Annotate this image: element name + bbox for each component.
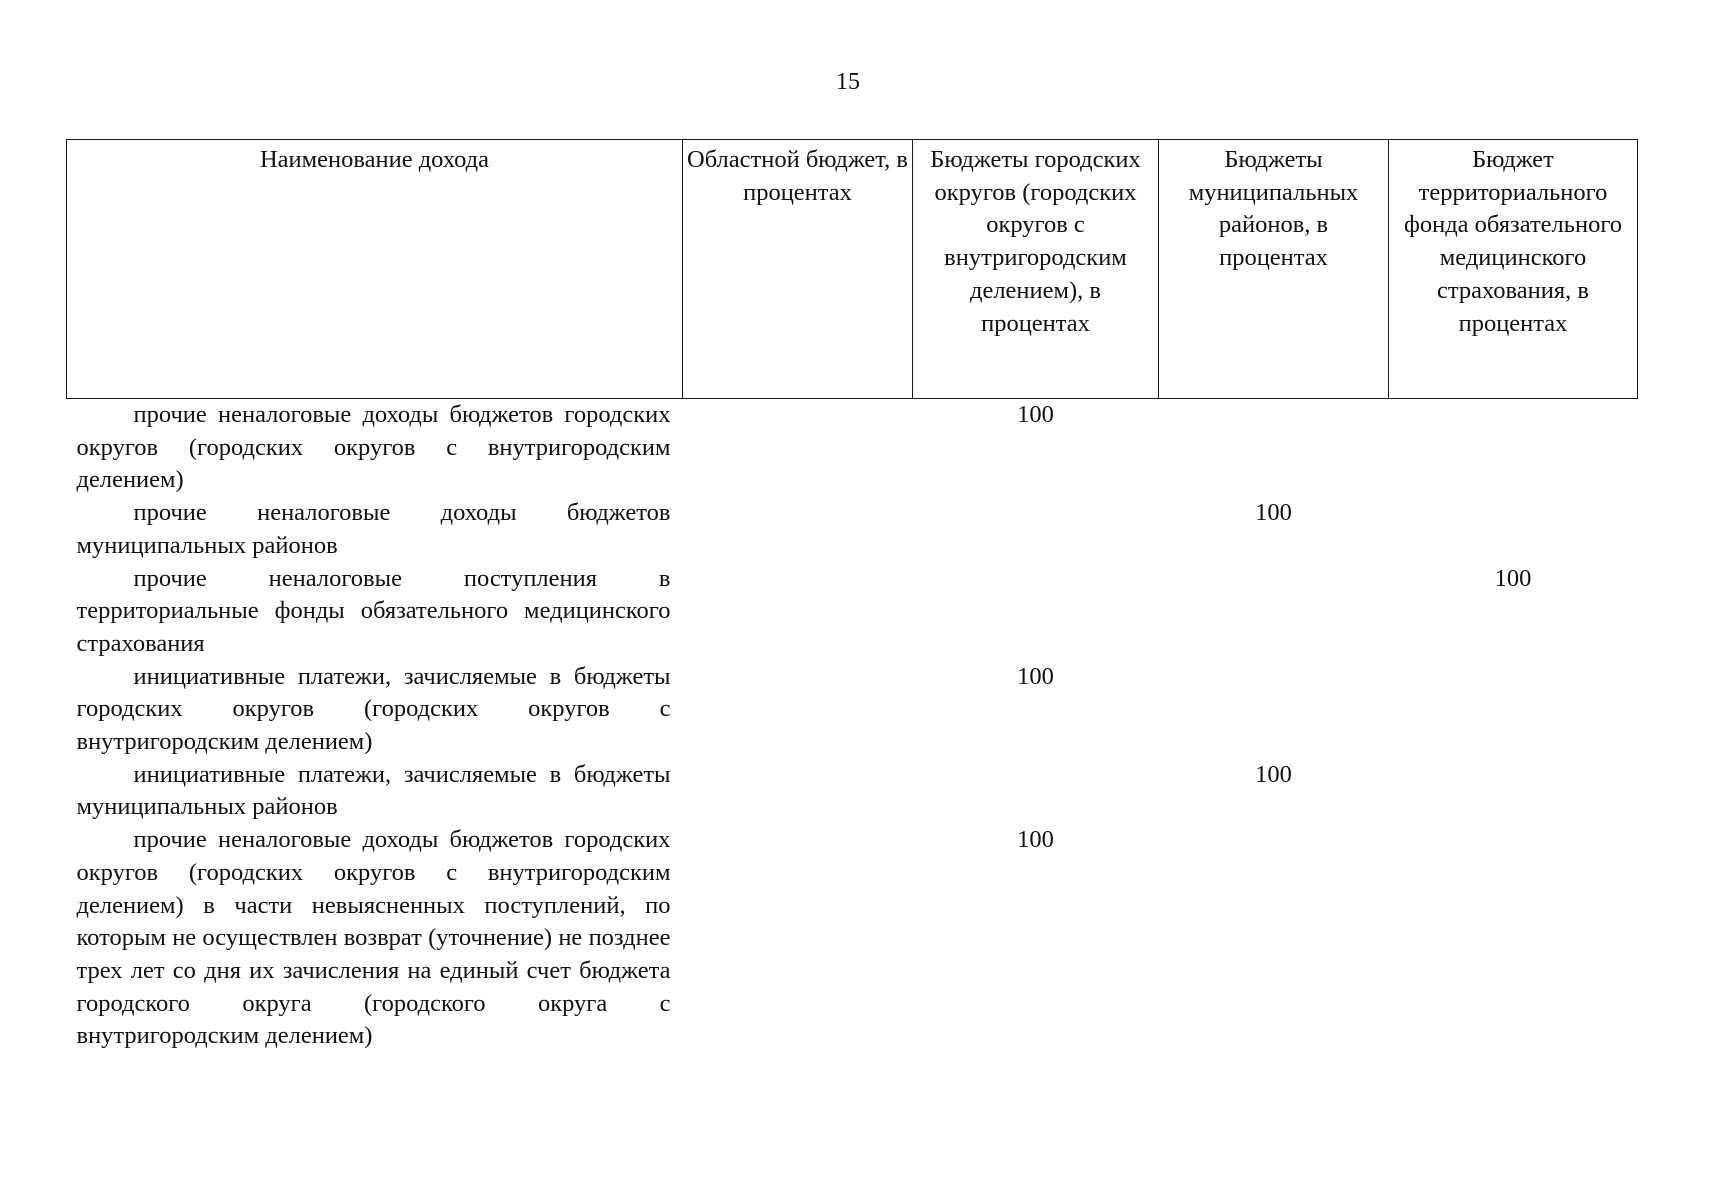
- municipal-district-value-cell: 100: [1255, 499, 1292, 527]
- table-row: [67, 563, 1638, 661]
- municipal-district-value-cell: 100: [1255, 760, 1292, 788]
- municipal-district-value-cell: [1159, 399, 1389, 498]
- tfoms-value-cell: 100: [1494, 564, 1532, 592]
- municipal-district-value-cell: [1159, 661, 1389, 759]
- income-name-cell: инициативные платежи, зачисляемые в бюджеты муниципальных районов: [76, 760, 671, 821]
- regional-value-cell: [683, 824, 913, 1053]
- city-district-value-cell: 100: [1017, 662, 1054, 690]
- tfoms-value-cell: [1389, 661, 1638, 759]
- header-city-district-budgets: Бюджеты городских округов (городских округов с внутригородским делением), в процентах: [913, 140, 1159, 399]
- table-row: [67, 497, 1638, 562]
- municipal-district-value-cell: [1159, 563, 1389, 661]
- city-district-value-cell: 100: [1017, 401, 1054, 428]
- income-name-cell: прочие неналоговые доходы бюджетов муниципальных районов: [76, 499, 671, 559]
- city-district-value-cell: [913, 563, 1159, 661]
- regional-value-cell: [683, 563, 913, 661]
- table-row: [67, 661, 1638, 759]
- tfoms-value-cell: [1389, 759, 1638, 824]
- city-district-value-cell: 100: [1017, 826, 1054, 854]
- tfoms-value-cell: [1389, 399, 1638, 498]
- tfoms-value-cell: [1389, 497, 1638, 562]
- table-row: [67, 759, 1638, 824]
- income-name-cell: инициативные платежи, зачисляемые в бюджеты городских округов (городских округов с внутригородским делением): [76, 662, 671, 756]
- income-distribution-table: [66, 139, 1638, 1053]
- regional-value-cell: [683, 399, 913, 498]
- table-row: [67, 399, 1638, 498]
- city-district-value-cell: [913, 759, 1159, 824]
- header-regional-budget: Областной бюджет, в процентах: [683, 140, 913, 399]
- header-municipal-district-budgets: Бюджеты муниципальных районов, в процентах: [1159, 140, 1389, 399]
- municipal-district-value-cell: [1159, 824, 1389, 1053]
- income-name-cell: прочие неналоговые поступления в территориальные фонды обязательного медицинского страхования: [76, 564, 671, 657]
- tfoms-value-cell: [1389, 824, 1638, 1053]
- regional-value-cell: [683, 759, 913, 824]
- regional-value-cell: [683, 661, 913, 759]
- city-district-value-cell: [913, 497, 1159, 562]
- header-income-name: Наименование дохода: [67, 140, 683, 399]
- header-tfoms-budget: Бюджет территориального фонда обязательного медицинского страхования, в процентах: [1389, 140, 1638, 399]
- table-header-row: [67, 140, 1638, 399]
- regional-value-cell: [683, 497, 913, 562]
- table-row: [67, 824, 1638, 1053]
- income-name-cell: прочие неналоговые доходы бюджетов городских округов (городских округов с внутригородским делением): [76, 401, 671, 494]
- income-name-cell: прочие неналоговые доходы бюджетов городских округов (городских округов с внутригородским делением) в части невыясненных поступлений, по которым не осуществлен возврат (уточнение) не позднее трех лет со дня их зачисления на единый счет бюджета городского округа (городского округа с внутригородским делением): [76, 826, 671, 1050]
- page-number: 15: [836, 69, 860, 95]
